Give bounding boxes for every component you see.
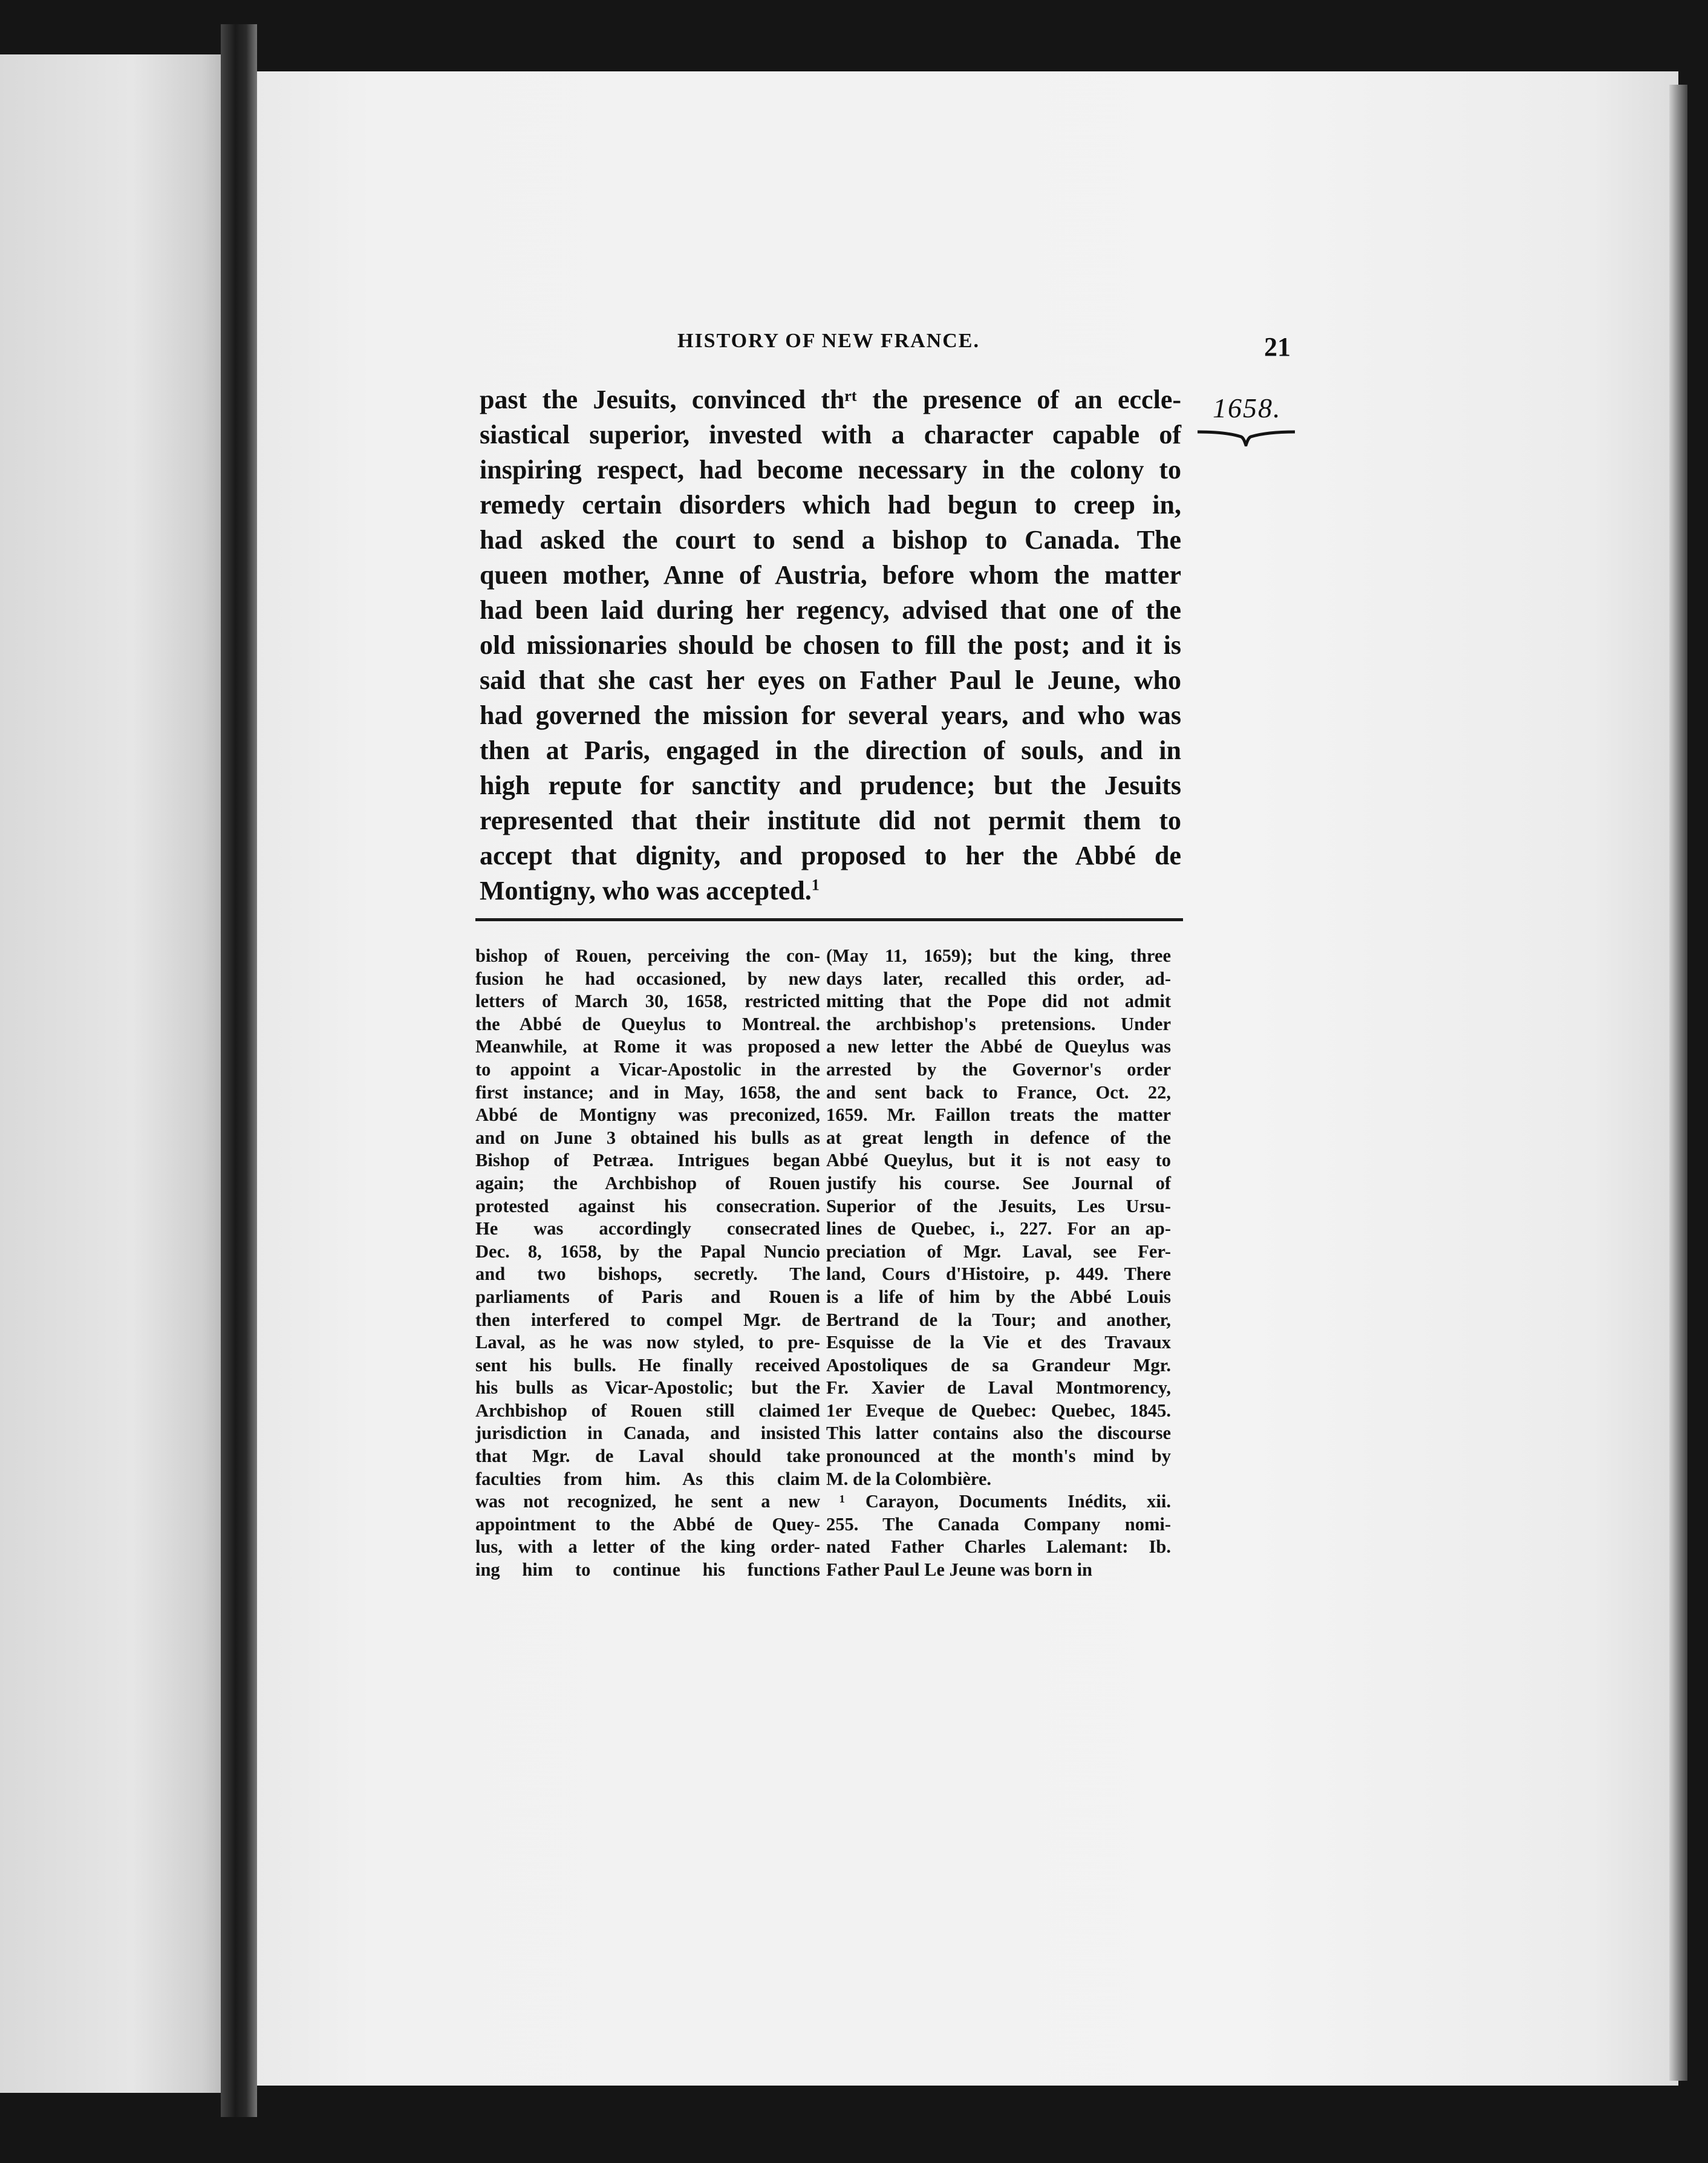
page-number: 21 <box>1264 332 1291 362</box>
footnote-line: then interfered to compel Mgr. de <box>475 1309 820 1330</box>
text-line: said that she cast her eyes on Father Paul le Jeune, who <box>480 665 1181 695</box>
footnote-line: was not recognized, he sent a new <box>475 1491 820 1512</box>
footnote-line: preciation of Mgr. Laval, see Fer- <box>826 1241 1171 1262</box>
footnote-line: Dec. 8, 1658, by the Papal Nuncio <box>475 1241 820 1262</box>
footnote-line: Abbé de Montigny was preconized, <box>475 1104 820 1126</box>
margin-date: 1658. <box>1213 393 1282 423</box>
footnote-line: again; the Archbishop of Rouen <box>475 1172 820 1193</box>
footnote-line: land, Cours d'Histoire, p. 449. There <box>826 1264 1171 1285</box>
footnote-line: fusion he had occasioned, by new <box>475 968 820 989</box>
text-line: inspiring respect, had become necessary in the colony to <box>480 455 1181 484</box>
footnote-line: justify his course. See Journal of <box>826 1172 1171 1193</box>
footnote-line: Apostoliques de sa Grandeur Mgr. <box>826 1354 1171 1375</box>
footnote-line: the archbishop's pretensions. Under <box>826 1013 1171 1034</box>
footnote-line: a new letter the Abbé de Queylus was <box>826 1036 1171 1057</box>
text-line: accept that dignity, and proposed to her the Abbé de <box>480 841 1181 870</box>
running-head: HISTORY OF NEW FRANCE. <box>677 330 980 352</box>
footnote-line: parliaments of Paris and Rouen <box>475 1286 820 1307</box>
footnote-line: Bertrand de la Tour; and another, <box>826 1309 1171 1330</box>
text-line: old missionaries should be chosen to fill the post; and it is <box>480 630 1181 660</box>
text-line: high repute for sanctity and prudence; but the Jesuits <box>480 771 1181 800</box>
footnote-line: the Abbé de Queylus to Montreal. <box>475 1013 820 1034</box>
facing-page-edge <box>0 54 221 2093</box>
footnote-line: letters of March 30, 1658, restricted <box>475 991 820 1012</box>
footnote-line: pronounced at the month's mind by <box>826 1446 1171 1467</box>
footnote-line: that Mgr. de Laval should take <box>475 1446 820 1467</box>
main-text-body <box>480 382 1181 909</box>
footnote-line: at great length in defence of the <box>826 1127 1171 1148</box>
footnote-line: Father Paul Le Jeune was born in <box>826 1559 1093 1581</box>
footnote-line: Fr. Xavier de Laval Montmorency, <box>826 1377 1171 1398</box>
page-edge-shadow <box>1669 85 1687 2081</box>
footnote-line: jurisdiction in Canada, and insisted <box>475 1423 820 1444</box>
footnote-line: He was accordingly consecrated <box>475 1218 820 1239</box>
footnote-line: lines de Quebec, i., 227. For an ap- <box>826 1218 1171 1239</box>
footnote-line: 1er Eveque de Quebec: Quebec, 1845. <box>826 1400 1171 1421</box>
footnote-line: 1659. Mr. Faillon treats the matter <box>826 1104 1171 1126</box>
text-line: remedy certain disorders which had begun to creep in, <box>480 490 1181 520</box>
footnote-line: nated Father Charles Lalemant: Ib. <box>826 1536 1171 1558</box>
text-line: then at Paris, engaged in the direction of souls, and in <box>480 736 1181 765</box>
footnote-line: sent his bulls. He finally received <box>475 1354 820 1375</box>
footnote-line: Archbishop of Rouen still claimed <box>475 1400 820 1421</box>
text-line: past the Jesuits, convinced thʳᵗ the presence of an eccle- <box>480 385 1181 414</box>
footnote-line: ¹ Carayon, Documents Inédits, xii. <box>839 1491 1171 1512</box>
footnote-column-left <box>475 945 820 1582</box>
footnote-reference-mark: 1 <box>811 875 820 894</box>
footnote-line: M. de la Colombière. <box>826 1468 992 1489</box>
text-line: queen mother, Anne of Austria, before whom the matter <box>480 560 1181 590</box>
footnote-line: This latter contains also the discourse <box>826 1423 1171 1444</box>
footnote-line: Superior of the Jesuits, Les Ursu- <box>826 1195 1171 1216</box>
footnote-line: to appoint a Vicar-Apostolic in the <box>475 1059 820 1080</box>
footnote-line: first instance; and in May, 1658, the <box>475 1082 820 1103</box>
footnote-line: mitting that the Pope did not admit <box>826 991 1171 1012</box>
footnote-line: protested against his consecration. <box>475 1195 820 1216</box>
footnote-line: Meanwhile, at Rome it was proposed <box>475 1036 820 1057</box>
text-line: had governed the mission for several years, and who was <box>480 700 1181 730</box>
text-line: Montigny, who was accepted.$^1$ <box>480 875 820 905</box>
footnote-line: Abbé Queylus, but it is not easy to <box>826 1150 1171 1171</box>
footnote-line: and on June 3 obtained his bulls as <box>475 1127 820 1148</box>
footnote-line: Esquisse de la Vie et des Travaux <box>826 1332 1171 1353</box>
footnote-line: Bishop of Petræa. Intrigues began <box>475 1150 820 1171</box>
footnote-line: arrested by the Governor's order <box>826 1059 1171 1080</box>
book-gutter <box>221 24 257 2117</box>
footnote-line: and two bishops, secretly. The <box>475 1264 820 1285</box>
footnote-line: Laval, as he was now styled, to pre- <box>475 1332 820 1353</box>
footnote-line: days later, recalled this order, ad- <box>826 968 1171 989</box>
text-line: had been laid during her regency, advised that one of the <box>480 595 1181 625</box>
footnote-line: appointment to the Abbé de Quey- <box>475 1513 820 1535</box>
footnote-separator-rule <box>475 918 1183 921</box>
text-line: represented that their institute did not permit them to <box>480 806 1181 835</box>
footnote-line: ing him to continue his functions <box>475 1559 820 1581</box>
text-line: had asked the court to send a bishop to Canada. The <box>480 525 1181 555</box>
footnote-line: (May 11, 1659); but the king, three <box>826 945 1171 966</box>
footnote-line: his bulls as Vicar-Apostolic; but the <box>475 1377 820 1398</box>
footnote-line: faculties from him. As this claim <box>475 1468 820 1489</box>
footnote-line: bishop of Rouen, perceiving the con- <box>475 945 820 966</box>
footnote-line: and sent back to France, Oct. 22, <box>826 1082 1171 1103</box>
footnote-column-right <box>826 945 1171 1582</box>
footnote-line: is a life of him by the Abbé Louis <box>826 1286 1171 1307</box>
text-line: siastical superior, invested with a character capable of <box>480 420 1181 449</box>
footnote-line: 255. The Canada Company nomi- <box>826 1513 1171 1535</box>
margin-brace-ornament <box>1196 428 1296 446</box>
footnote-line: lus, with a letter of the king order- <box>475 1536 820 1558</box>
